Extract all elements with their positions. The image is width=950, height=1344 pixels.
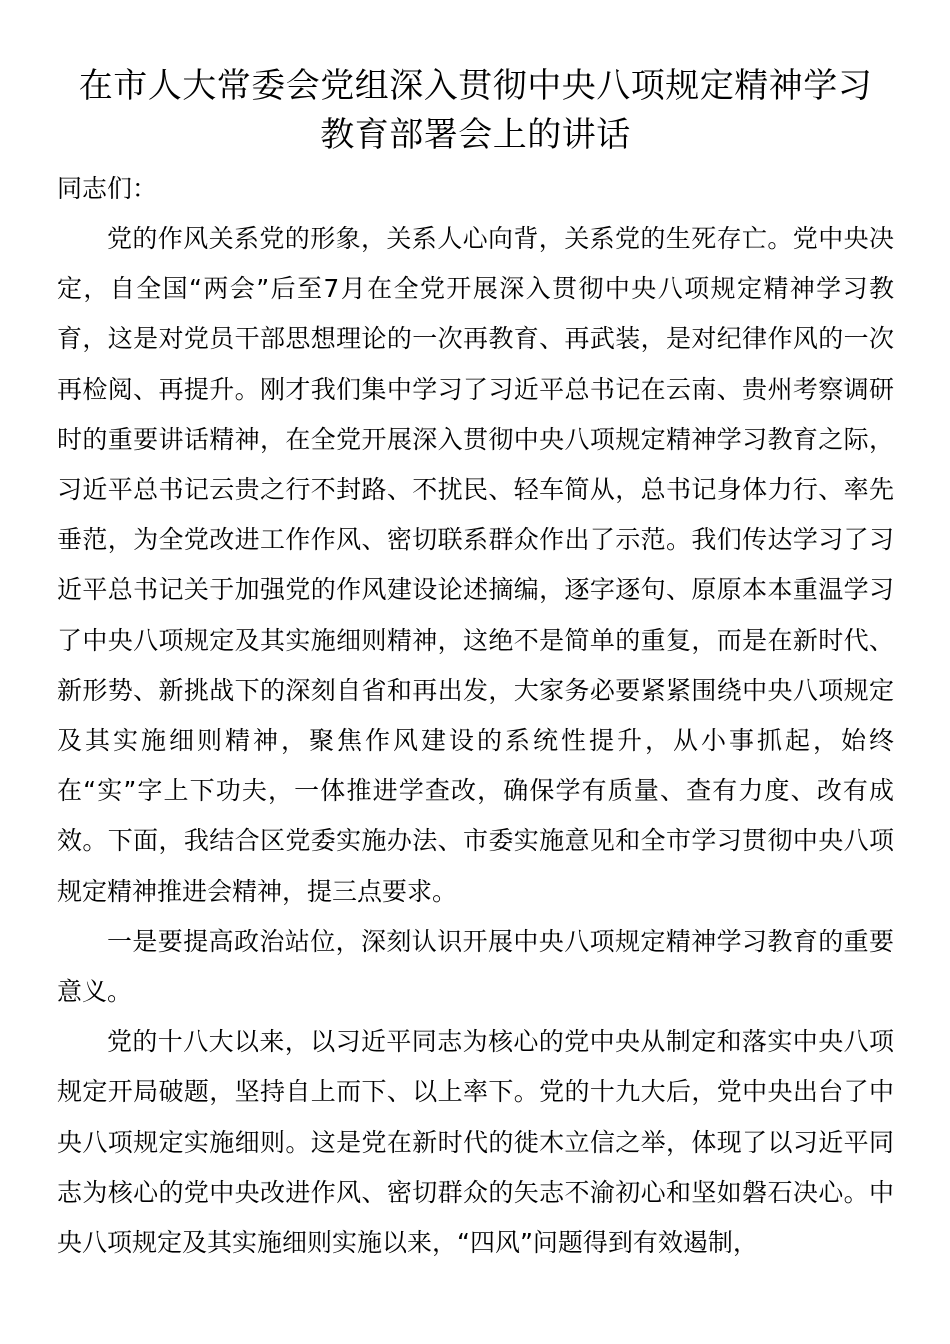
paragraph-point-one-heading: 一是要提高政治站位，深刻认识开展中央八项规定精神学习教育的重要意义。 bbox=[57, 926, 894, 1007]
paragraph-intro: 党的作风关系党的形象，关系人心向背，关系党的生死存亡。党中央决定，自全国“两会”后至7月在全党开展深入贯彻中央八项规定精神学习教育，这是对党员干部思想理论的一次再教育、再武装，是对纪律作风的一次再检阅、再提升。刚才我们集中学习了习近平总书记在云南、贵州考察调研时的重要讲话精神，在全党开展深入贯彻中央八项规定精神学习教育之际，习近平总书记云贵之行不封路、不扰民、轻车简从，总书记身体力行、率先垂范，为全党改进工作作风、密切联系群众作出了示范。我们传达学习了习近平总书记关于加强党的作风建设论述摘编，逐字逐句、原原本本重温学习了中央八项规定及其实施细则精神，这绝不是简单的重复，而是在新时代、新形势、新挑战下的深刻自省和再出发，大家务必要紧紧围绕中央八项规定及其实施细则精神，聚焦作风建设的系统性提升，从小事抓起，始终在“实”字上下功夫，一体推进学查改，确保学有质量、查有力度、改有成效。下面，我结合区党委实施办法、市委实施意见和全市学习贯彻中央八项规定精神推进会精神，提三点要求。 bbox=[57, 224, 894, 906]
title-line-2: 教育部署会上的讲话 bbox=[320, 115, 631, 155]
title-line-1: 在市人大常委会党组深入贯彻中央八项规定精神学习 bbox=[78, 66, 873, 106]
paragraph-point-one-body: 党的十八大以来，以习近平同志为核心的党中央从制定和落实中央八项规定开局破题，坚持自上而下、以上率下。党的十九大后，党中央出台了中央八项规定实施细则。这是党在新时代的徙木立信之举，体现了以习近平同志为核心的党中央改进作风、密切群众的矢志不渝初心和坚如磐石决心。中央八项规定及其实施细则实施以来，“四风”问题得到有效遏制， bbox=[57, 1027, 894, 1258]
document-title bbox=[57, 62, 894, 160]
greeting: 同志们： bbox=[57, 174, 158, 203]
